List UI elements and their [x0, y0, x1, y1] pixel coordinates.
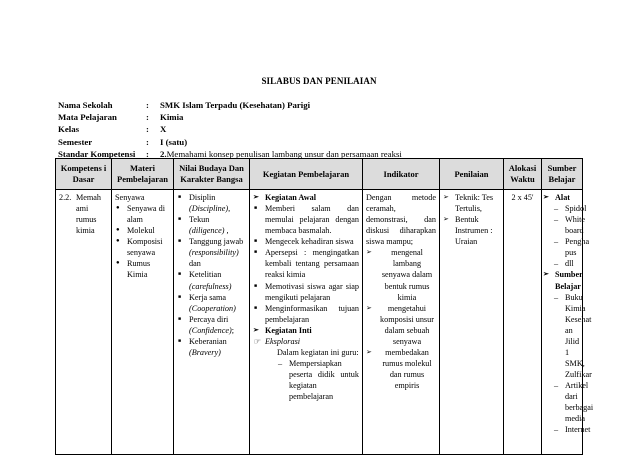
cell-indikator [363, 190, 440, 455]
cell-penilaian [440, 190, 504, 455]
meta-colon: : [146, 112, 149, 123]
sumber-alat-list [543, 203, 590, 269]
meta-label: Standar Kompetensi [58, 148, 136, 159]
competency-number: 2.2. [59, 193, 72, 202]
meta-row-subject [58, 111, 402, 123]
table-row [56, 190, 583, 455]
meta-row-class [58, 123, 402, 135]
list-item: ■ Tanggung jawab (responsibility) dan [177, 236, 246, 269]
list-item: ➢ mengetahui komposisi unsur dalam sebuah senyawa [366, 303, 436, 347]
meta-label: Nama Sekolah [58, 100, 113, 110]
cell-kompetensi [56, 190, 112, 455]
sumber-alat [543, 192, 581, 203]
indikator-intro: Dengan metode ceramah, demonstrasi, dan diskusi diharapkan siswa mampu; [366, 193, 436, 247]
document-meta [58, 99, 402, 160]
meta-colon: : [146, 124, 149, 135]
syllabus-table [55, 158, 594, 455]
list-item: – Artikel dari berbagai media [553, 380, 581, 424]
sumber-alat-label: ➢ Alat [543, 192, 581, 203]
list-item: ● Rumus Kimia [115, 258, 170, 280]
header-alokasi: Alokasi Waktu [504, 159, 542, 190]
list-item: ➢ mengenal lambang senyawa dalam bentuk rumus kimia [366, 247, 436, 302]
sumber-belajar-list [543, 292, 594, 436]
materi-list [115, 203, 170, 280]
list-item: ■ Memotivasi siswa agar siap mengikuti pelajaran [253, 281, 359, 303]
meta-row-school [58, 99, 402, 111]
kegiatan-list [253, 192, 359, 203]
list-item: ■ Tekun (diligence) , [177, 214, 246, 236]
eksplorasi-intro: Dalam kegiatan ini guru: [277, 347, 359, 357]
list-item: ● Molekul [115, 225, 170, 236]
header-indikator: Indikator [363, 159, 440, 190]
meta-value: Kimia [160, 112, 184, 123]
cell-alokasi [504, 190, 542, 455]
kegiatan-awal-list [253, 203, 359, 325]
cell-nilai [174, 190, 250, 455]
sumber-belajar [543, 269, 581, 291]
list-item: ■ Keberanian (Bravery) [177, 336, 246, 358]
meta-row-semester [58, 136, 402, 148]
indikator-list [366, 247, 436, 391]
cell-sumber [542, 190, 594, 455]
kegiatan-awal-label: ➢ Kegiatan Awal [253, 192, 359, 203]
header-nilai: Nilai Budaya Dan Karakter Bangsa [174, 159, 250, 190]
competency-text: Memah ami rumus kimia [76, 193, 102, 236]
penilaian-list [443, 192, 500, 247]
header-materi: Materi Pembelajaran [112, 159, 174, 190]
eksplorasi-list [253, 358, 359, 402]
list-item: ■ Mengecek kehadiran siswa [253, 236, 359, 247]
meta-value: SMK Islam Terpadu (Kesehatan) Parigi [160, 100, 311, 110]
header-kompetensi: Kompetens i Dasar [56, 159, 112, 190]
meta-value-number: 2. [160, 148, 167, 159]
list-item: – White board [553, 214, 581, 236]
list-item: ■ Menginformasikan tujuan pembelajaran [253, 303, 359, 325]
list-item: – Spidol [553, 203, 581, 214]
header-sumber: Sumber Belajar [542, 159, 583, 190]
list-item: ■ Kerja sama (Cooperation) [177, 292, 246, 314]
list-item: ➢ Teknik: Tes Tertulis, [443, 192, 500, 214]
list-item: ● Senyawa di alam [115, 203, 170, 225]
eksplorasi [253, 336, 359, 347]
list-item: ■ Disiplin (Discipline), [177, 192, 246, 214]
eksplorasi-label: ☞ Eksplorasi [253, 336, 359, 347]
header-penilaian: Penilaian [440, 159, 504, 190]
sumber-belajar-label: ➢ Sumber Belajar [543, 269, 581, 291]
meta-value: I (satu) [160, 136, 188, 147]
list-item: – Buku Kimia Kesehat an Jilid 1 SMK, Zulfikar [553, 292, 581, 381]
header-kegiatan: Kegiatan Pembelajaran [250, 159, 363, 190]
list-item: – Internet [553, 424, 581, 435]
meta-value: X [160, 124, 167, 135]
list-item: ● Komposisi senyawa [115, 236, 170, 258]
nilai-list [177, 192, 246, 358]
list-item: ➢ membedakan rumus molekul dan rumus empiris [366, 347, 436, 391]
list-item: – dll [553, 258, 581, 269]
list-item: ■ Memberi salam dan memulai pelajaran dengan membaca basmalah. [253, 203, 359, 236]
cell-materi [112, 190, 174, 455]
list-item: – Pengha pus [553, 236, 581, 258]
meta-value: Memahami konsep penulisan lambang unsur dan persamaan reaksi [166, 148, 402, 159]
table-header-row [56, 159, 583, 190]
meta-colon: : [146, 136, 149, 147]
meta-colon: : [146, 148, 149, 159]
meta-label: Semester [58, 136, 93, 147]
materi-heading: Senyawa [115, 193, 145, 202]
list-item: ■ Percaya diri (Confidence); [177, 314, 246, 336]
list-item: ■ Ketelitian (carefulness) [177, 269, 246, 291]
list-item: – Mempersiapkan peserta didik untuk kegiatan pembelajaran [277, 358, 359, 402]
kegiatan-inti [253, 325, 359, 336]
meta-colon: : [146, 100, 149, 110]
cell-kegiatan [250, 190, 363, 455]
kegiatan-inti-label: ➢ Kegiatan Inti [253, 325, 359, 336]
list-item: ■ Apersepsi : mengingatkan kembali tentang persamaan reaksi kimia [253, 247, 359, 280]
alokasi-value: 2 x 45' [511, 193, 534, 202]
page-title: SILABUS DAN PENILAIAN [261, 76, 377, 86]
list-item: ➢ Bentuk Instrumen : Uraian [443, 214, 500, 247]
meta-label: Mata Pelajaran [58, 112, 117, 123]
meta-label: Kelas [58, 124, 80, 135]
